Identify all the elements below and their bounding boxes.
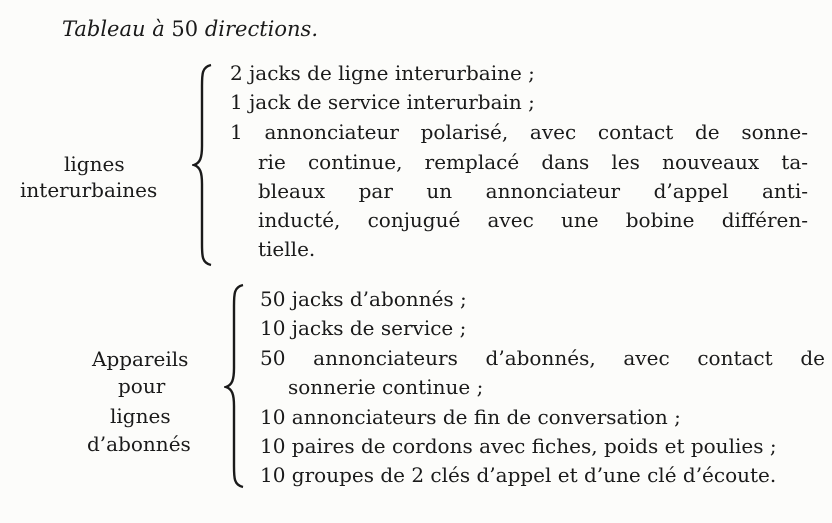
section2-label-line-4: d’abonnés	[87, 432, 191, 456]
section1-label-line-2: interurbaines	[20, 178, 158, 202]
table-title	[62, 17, 318, 41]
section2-label-line-3: lignes	[110, 404, 171, 428]
section1-item-3-cont-3: inducté, conjugué avec une bobine différen-	[258, 208, 808, 232]
section2-item-3: 50 annonciateurs d’abonnés, avec contact de	[260, 346, 825, 370]
section2-brace	[224, 282, 248, 490]
section2-item-3-cont: sonnerie continue ;	[288, 375, 484, 399]
section1-item-1: 2 jacks de ligne interurbaine ;	[230, 61, 535, 85]
section2-item-1: 50 jacks d’abonnés ;	[260, 287, 467, 311]
section1-item-2: 1 jack de service interurbain ;	[230, 90, 535, 114]
title-number: 50	[171, 17, 199, 41]
section1-item-3: 1 annonciateur polarisé, avec contact de sonne-	[230, 120, 808, 144]
section1-label-line-1: lignes	[64, 152, 125, 176]
section2-item-4: 10 annonciateurs de fin de conversation ;	[260, 405, 681, 429]
section2-label-line-2: pour	[118, 374, 166, 398]
section1-item-3-cont-2: bleaux par un annonciateur d’appel anti-	[258, 179, 808, 203]
section1-item-3-cont-4: tielle.	[258, 237, 316, 261]
section2-item-5: 10 paires de cordons avec fiches, poids et poulies ;	[260, 434, 777, 458]
section2-item-6: 10 groupes de 2 clés d’appel et d’une clé d’écoute.	[260, 463, 777, 487]
section2-label-line-1: Appareils	[92, 347, 189, 371]
section2-item-2: 10 jacks de service ;	[260, 316, 467, 340]
section1-item-3-cont-1: rie continue, remplacé dans les nouveaux ta-	[258, 150, 808, 174]
title-prefix: Tableau à	[62, 17, 165, 41]
section1-brace	[192, 62, 216, 268]
title-suffix: directions.	[204, 17, 319, 41]
